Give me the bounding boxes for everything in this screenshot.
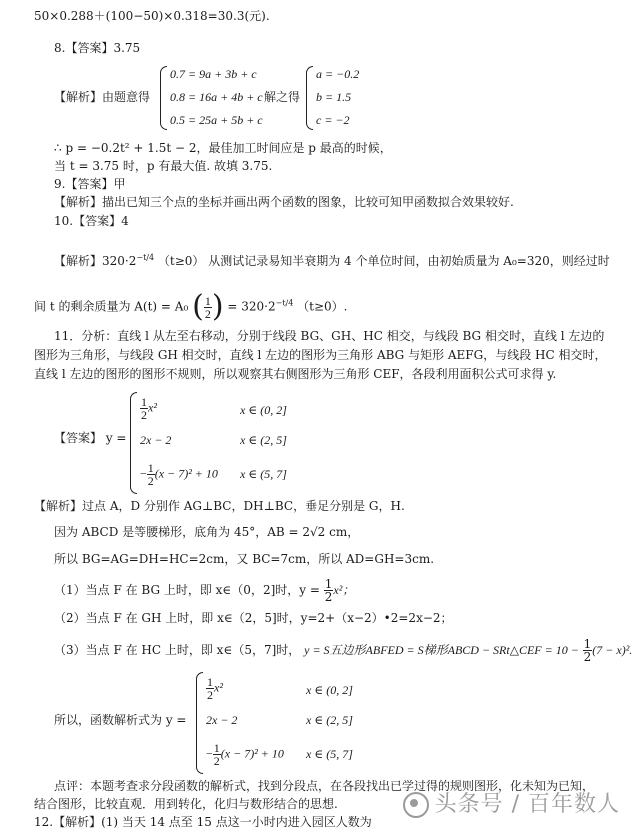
piece-domain: x ∈ (0, 2] xyxy=(306,683,353,697)
text-fragment: （t≥0）. xyxy=(297,299,348,314)
watermark-text: 头条号 / 百年数人 xyxy=(434,792,620,817)
numerator: 1 xyxy=(141,395,147,409)
numerator: 1 xyxy=(213,741,220,755)
case-line: （2）当点 F 在 GH 上时，即 x∈（2，5]时，y=2+（x−2）•2=2x−2； xyxy=(54,611,453,625)
answer-8-heading: 8.【答案】3.75 xyxy=(54,41,141,55)
exponent: −t/4 xyxy=(136,253,155,262)
solve-label: 解之得 xyxy=(264,90,301,104)
case-line xyxy=(54,638,632,663)
piece-expression: 2x − 2 xyxy=(206,713,238,727)
text-line xyxy=(54,250,610,269)
minus-sign: − xyxy=(140,466,147,481)
piece-1: x² xyxy=(214,680,223,695)
solution: b = 1.5 xyxy=(316,90,352,104)
text-line: 图形为三角形，与线段 GH 相交时，直线 l 左边的图形为三角形 ABG 与矩形 AEFG，与线段 HC 相交时， xyxy=(34,348,607,362)
piece-domain: x ∈ (5, 7] xyxy=(240,467,287,481)
numerator: 1 xyxy=(207,675,213,689)
piece-expression: 2x − 2 xyxy=(140,433,172,447)
numerator: 1 xyxy=(204,293,211,308)
text-line: 所以 BG=AG=DH=HC=2cm，又 BC=7cm，所以 AD=GH=3cm. xyxy=(54,552,435,566)
answer-9-heading: 9.【答案】甲 xyxy=(54,177,126,191)
piece-1: x² xyxy=(148,400,157,415)
denominator: 2 xyxy=(583,650,592,664)
piece-expression xyxy=(206,742,284,767)
solution: c = −2 xyxy=(316,113,350,127)
text-line: 50×0.288＋(100−50)×0.318=30.3(元). xyxy=(34,9,270,23)
toutiao-logo-icon xyxy=(403,792,429,818)
piece-expression xyxy=(140,462,218,487)
text-fragment: y = S五边形ABFED = S梯形ABCD − SRt△CEF = 10 − xyxy=(304,643,579,657)
text-line: 当 t = 3.75 时，p 有最大值. 故填 3.75. xyxy=(54,159,273,173)
text-fragment: x²； xyxy=(333,583,355,597)
analysis-lead: 【解析】由题意得 xyxy=(54,90,151,104)
denominator: 2 xyxy=(147,474,154,488)
minus-sign: − xyxy=(206,746,213,761)
piece-3: (x − 7)² + 10 xyxy=(154,466,218,481)
denominator: 2 xyxy=(204,306,211,321)
piece-domain: x ∈ (0, 2] xyxy=(240,403,287,417)
brace-left xyxy=(196,672,203,774)
denominator: 2 xyxy=(141,408,147,422)
text-fragment: (7 − x)². xyxy=(592,643,633,657)
text-line: ∴ p = −0.2t² + 1.5t − 2，最佳加工时间应是 p 最高的时候， xyxy=(54,141,392,155)
paren: ) xyxy=(211,289,224,324)
answer-10-heading: 10.【答案】4 xyxy=(54,214,129,228)
text-fragment: （3）当点 F 在 HC 上时，即 x∈（5，7]时， xyxy=(54,643,301,657)
fraction xyxy=(213,742,221,767)
exponent: −t/4 xyxy=(275,298,294,308)
text-fragment: （1）当点 F 在 BG 上时，即 x∈（0，2]时，y = xyxy=(54,583,320,597)
text-line: 所以，函数解析式为 y = xyxy=(54,713,187,727)
denominator: 2 xyxy=(213,754,220,768)
numerator: 1 xyxy=(147,461,154,475)
equation: 0.8 = 16a + 4b + c xyxy=(170,90,263,104)
text-fragment: 【解析】320·2 xyxy=(54,254,137,268)
answer-12-heading: 12.【解析】(1) 当天 14 点至 15 点这一小时内进入园区人数为 xyxy=(34,815,372,829)
watermark xyxy=(403,787,620,818)
text-line xyxy=(34,289,348,324)
fraction xyxy=(206,676,214,701)
text-fragment: （t≥0） 从测试记录易知半衰期为 4 个单位时间，由初始质量为 A₀=320，则经过时 xyxy=(157,254,610,268)
text-fragment: = 320·2 xyxy=(227,299,276,314)
review-line: 结合图形，比较直观．用到转化，化归与数形结合的思想. xyxy=(34,797,338,811)
brace-left xyxy=(160,66,167,130)
fraction xyxy=(147,462,155,487)
paren: ( xyxy=(192,289,204,324)
piece-expression xyxy=(206,676,223,701)
piece-3: (x − 7)² + 10 xyxy=(220,746,284,761)
text-line: 【解析】过点 A，D 分别作 AG⊥BC，DH⊥BC，垂足分别是 G，H. xyxy=(34,499,405,513)
equation: 0.5 = 25a + 5b + c xyxy=(170,113,263,127)
text-line: 【解析】描出已知三个点的坐标并画出两个函数的图象，比较可知甲函数拟合效果较好. xyxy=(54,195,514,209)
answer-label: 【答案】 y = xyxy=(54,431,127,445)
brace-left xyxy=(306,66,313,130)
piece-domain: x ∈ (2, 5] xyxy=(240,433,287,447)
denominator: 2 xyxy=(324,590,333,604)
fraction xyxy=(140,396,148,421)
equation: 0.7 = 9a + 3b + c xyxy=(170,67,257,81)
case-line xyxy=(54,578,354,603)
text-line: 因为 ABCD 是等腰梯形，底角为 45°，AB = 2√2 cm， xyxy=(54,525,360,539)
fraction xyxy=(324,578,334,603)
denominator: 2 xyxy=(207,688,213,702)
numerator: 1 xyxy=(583,637,592,651)
text-line: 11．分析：直线 l 从左至右移动，分别于线段 BG、GH、HC 相交，与线段 BG 相交时，直线 l 左边的 xyxy=(54,329,605,343)
review-line: 点评：本题考查求分段函数的解析式，找到分段点，在各段找出已学过得的规则图形，化未知为已知， xyxy=(54,779,595,793)
piece-expression xyxy=(140,396,157,421)
piece-domain: x ∈ (2, 5] xyxy=(306,713,353,727)
brace-left xyxy=(130,392,137,494)
text-line: 直线 l 左边的图形的图形不规则，所以观察其右侧图形为三角形 CEF，各段利用面积公式可求得 y. xyxy=(34,367,557,381)
fraction xyxy=(583,638,593,663)
numerator: 1 xyxy=(324,577,333,591)
solution: a = −0.2 xyxy=(316,67,360,81)
text-fragment: 间 t 的剩余质量为 A(t) = A₀ xyxy=(34,299,189,314)
fraction xyxy=(204,295,212,320)
piece-domain: x ∈ (5, 7] xyxy=(306,747,353,761)
